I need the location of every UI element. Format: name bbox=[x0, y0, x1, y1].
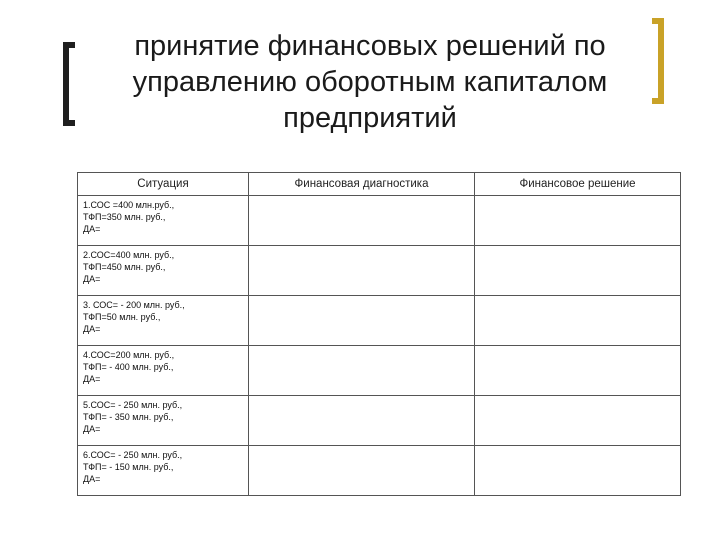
situation-cell bbox=[78, 196, 249, 246]
header-situation: Ситуация bbox=[78, 173, 249, 196]
situation-line: ТФП= - 350 млн. руб., bbox=[83, 412, 174, 422]
decision-cell[interactable] bbox=[475, 446, 681, 496]
table-row bbox=[78, 346, 681, 396]
situation-cell bbox=[78, 246, 249, 296]
situation-line: 3. СОС= - 200 млн. руб., bbox=[83, 300, 185, 310]
situation-cell bbox=[78, 446, 249, 496]
diagnosis-cell[interactable] bbox=[249, 346, 475, 396]
situation-line: ТФП= - 400 млн. руб., bbox=[83, 362, 174, 372]
right-bracket-decoration bbox=[652, 18, 664, 104]
decision-cell[interactable] bbox=[475, 396, 681, 446]
diagnosis-cell[interactable] bbox=[249, 446, 475, 496]
diagnosis-cell[interactable] bbox=[249, 396, 475, 446]
situation-line: 6.СОС= - 250 млн. руб., bbox=[83, 450, 183, 460]
decision-cell[interactable] bbox=[475, 296, 681, 346]
situation-cell bbox=[78, 396, 249, 446]
decision-cell[interactable] bbox=[475, 246, 681, 296]
situations-table bbox=[77, 172, 681, 496]
table-header-row bbox=[78, 173, 681, 196]
situation-line: ТФП=350 млн. руб., bbox=[83, 212, 166, 222]
situation-line: ДА= bbox=[83, 224, 101, 234]
situation-line: ДА= bbox=[83, 274, 101, 284]
situation-line: 4.СОС=200 млн. руб., bbox=[83, 350, 175, 360]
situation-line: ТФП=450 млн. руб., bbox=[83, 262, 166, 272]
diagnosis-cell[interactable] bbox=[249, 196, 475, 246]
left-bracket-decoration bbox=[63, 42, 75, 126]
table-row bbox=[78, 246, 681, 296]
situation-line: 5.СОС= - 250 млн. руб., bbox=[83, 400, 183, 410]
slide-title bbox=[90, 28, 650, 136]
decision-cell[interactable] bbox=[475, 346, 681, 396]
title-line: принятие финансовых решений по bbox=[134, 30, 606, 62]
title-line: предприятий bbox=[283, 102, 457, 134]
situation-line: 2.СОС=400 млн. руб., bbox=[83, 250, 175, 260]
situation-line: ДА= bbox=[83, 474, 101, 484]
situation-line: ДА= bbox=[83, 374, 101, 384]
situation-line: ТФП=50 млн. руб., bbox=[83, 312, 161, 322]
situation-line: ТФП= - 150 млн. руб., bbox=[83, 462, 174, 472]
diagnosis-cell[interactable] bbox=[249, 296, 475, 346]
diagnosis-cell[interactable] bbox=[249, 246, 475, 296]
table-row bbox=[78, 296, 681, 346]
table-row bbox=[78, 396, 681, 446]
title-line: управлению оборотным капиталом bbox=[132, 66, 608, 98]
table-row bbox=[78, 196, 681, 246]
situation-cell bbox=[78, 296, 249, 346]
decision-cell[interactable] bbox=[475, 196, 681, 246]
situation-line: ДА= bbox=[83, 324, 101, 334]
header-diagnosis: Финансовая диагностика bbox=[249, 173, 475, 196]
situation-cell bbox=[78, 346, 249, 396]
situation-line: 1.СОС =400 млн.руб., bbox=[83, 200, 175, 210]
table-row bbox=[78, 446, 681, 496]
header-decision: Финансовое решение bbox=[475, 173, 681, 196]
situation-line: ДА= bbox=[83, 424, 101, 434]
